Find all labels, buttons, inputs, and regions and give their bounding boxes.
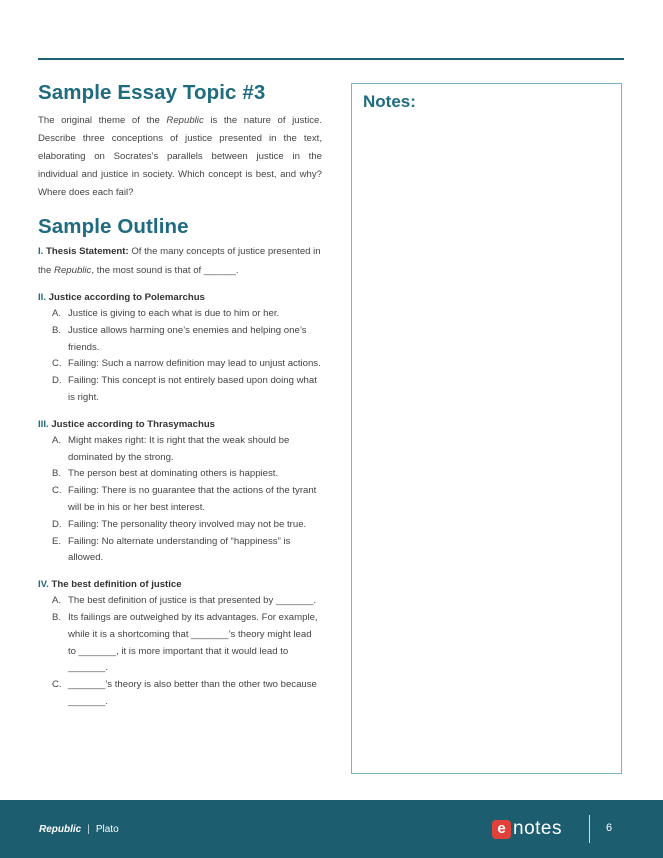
footer-book-info [39, 824, 119, 835]
item-letter: B. [52, 324, 62, 336]
section-heading [38, 417, 322, 433]
main-column [38, 80, 322, 711]
page-number: 6 [606, 822, 613, 834]
thesis-label: Thesis Statement: [46, 246, 129, 257]
section-items [38, 593, 322, 711]
footer-separator: | [87, 824, 90, 835]
notes-title: Notes: [363, 92, 416, 111]
item-text: Failing: No alternate understanding of “happiness” is allowed. [68, 535, 291, 564]
item-letter: D. [52, 375, 62, 387]
item-letter: B. [52, 611, 62, 623]
item-text: Failing: The personality theory involved may not be true. [68, 518, 307, 530]
outline-section [38, 290, 322, 407]
section-heading [38, 290, 322, 306]
thesis-text: , the most sound is that of ______. [91, 265, 239, 276]
item-text: Justice is giving to each what is due to him or her. [68, 308, 280, 319]
item-text: Failing: This concept is not entirely based upon doing what is right. [68, 375, 317, 403]
enotes-logo-mark: e [492, 820, 511, 839]
list-item [38, 306, 322, 323]
essay-text-part: The original theme of the [38, 115, 167, 126]
list-item [38, 373, 322, 407]
footer-divider [589, 815, 590, 843]
notes-box [351, 83, 622, 774]
list-item [38, 466, 322, 483]
list-item [38, 534, 322, 568]
outline-section [38, 577, 322, 711]
thesis-text-italic: Republic [54, 265, 92, 276]
item-text: Its failings are outweighed by its advantages. For example, while it is a shortcoming that _______’s theory might lead to _______, it is more important that it would lead to _______. [68, 611, 318, 674]
list-item [38, 433, 322, 467]
thesis-statement [38, 242, 322, 280]
list-item [38, 356, 322, 373]
item-letter: D. [52, 518, 62, 530]
outline-section [38, 417, 322, 567]
section-items [38, 306, 322, 407]
enotes-logo [492, 817, 562, 841]
item-letter: A. [52, 308, 62, 319]
section-heading [38, 577, 322, 593]
footer-book-title: Republic [39, 824, 82, 835]
essay-topic-heading: Sample Essay Topic #3 [38, 81, 266, 104]
section-number: IV. [38, 579, 49, 591]
essay-topic-text [38, 112, 322, 202]
page-footer [0, 800, 663, 858]
outline-heading: Sample Outline [38, 215, 189, 238]
item-letter: A. [52, 434, 62, 446]
item-letter: A. [52, 595, 62, 607]
item-text: Justice allows harming one’s enemies and helping one’s friends. [68, 324, 307, 353]
section-number: II. [38, 292, 46, 303]
list-item [38, 483, 322, 517]
item-text: _______’s theory is also better than the other two because _______. [68, 679, 317, 707]
item-letter: C. [52, 485, 62, 497]
section-title: Justice according to Thrasymachus [51, 418, 216, 430]
item-text: The best definition of justice is that presented by _______. [68, 595, 316, 607]
item-letter: B. [52, 468, 62, 480]
list-item [38, 610, 322, 677]
list-item [38, 593, 322, 610]
section-title: Justice according to Polemarchus [48, 292, 205, 303]
thesis-number: I. [38, 246, 44, 257]
top-rule [38, 58, 624, 60]
thesis-text: Of the many concepts of justice presented in the [38, 246, 321, 276]
section-title: The best definition of justice [51, 579, 182, 591]
list-item [38, 677, 322, 711]
list-item [38, 323, 322, 357]
item-letter: E. [52, 535, 62, 547]
item-text: Failing: Such a narrow definition may lead to unjust actions. [68, 358, 321, 370]
item-letter: C. [52, 358, 62, 370]
item-text: Might makes right: It is right that the weak should be dominated by the strong. [68, 434, 290, 463]
footer-author: Plato [95, 824, 119, 835]
item-text: The person best at dominating others is happiest. [68, 468, 279, 480]
item-letter: C. [52, 679, 62, 691]
essay-text-italic: Republic [166, 115, 204, 126]
item-text: Failing: There is no guarantee that the actions of the tyrant will be in his or her best interest. [68, 485, 317, 513]
essay-text-part: is the nature of justice. Describe three conceptions of justice presented in the text, elaborating on Socrates’s parallels between justice in the individual and justice in society. Which concept is best, and why? Where does each fail? [38, 115, 323, 198]
enotes-logo-text: notes [513, 818, 562, 839]
list-item [38, 517, 322, 534]
section-items [38, 433, 322, 567]
section-number: III. [38, 418, 49, 430]
